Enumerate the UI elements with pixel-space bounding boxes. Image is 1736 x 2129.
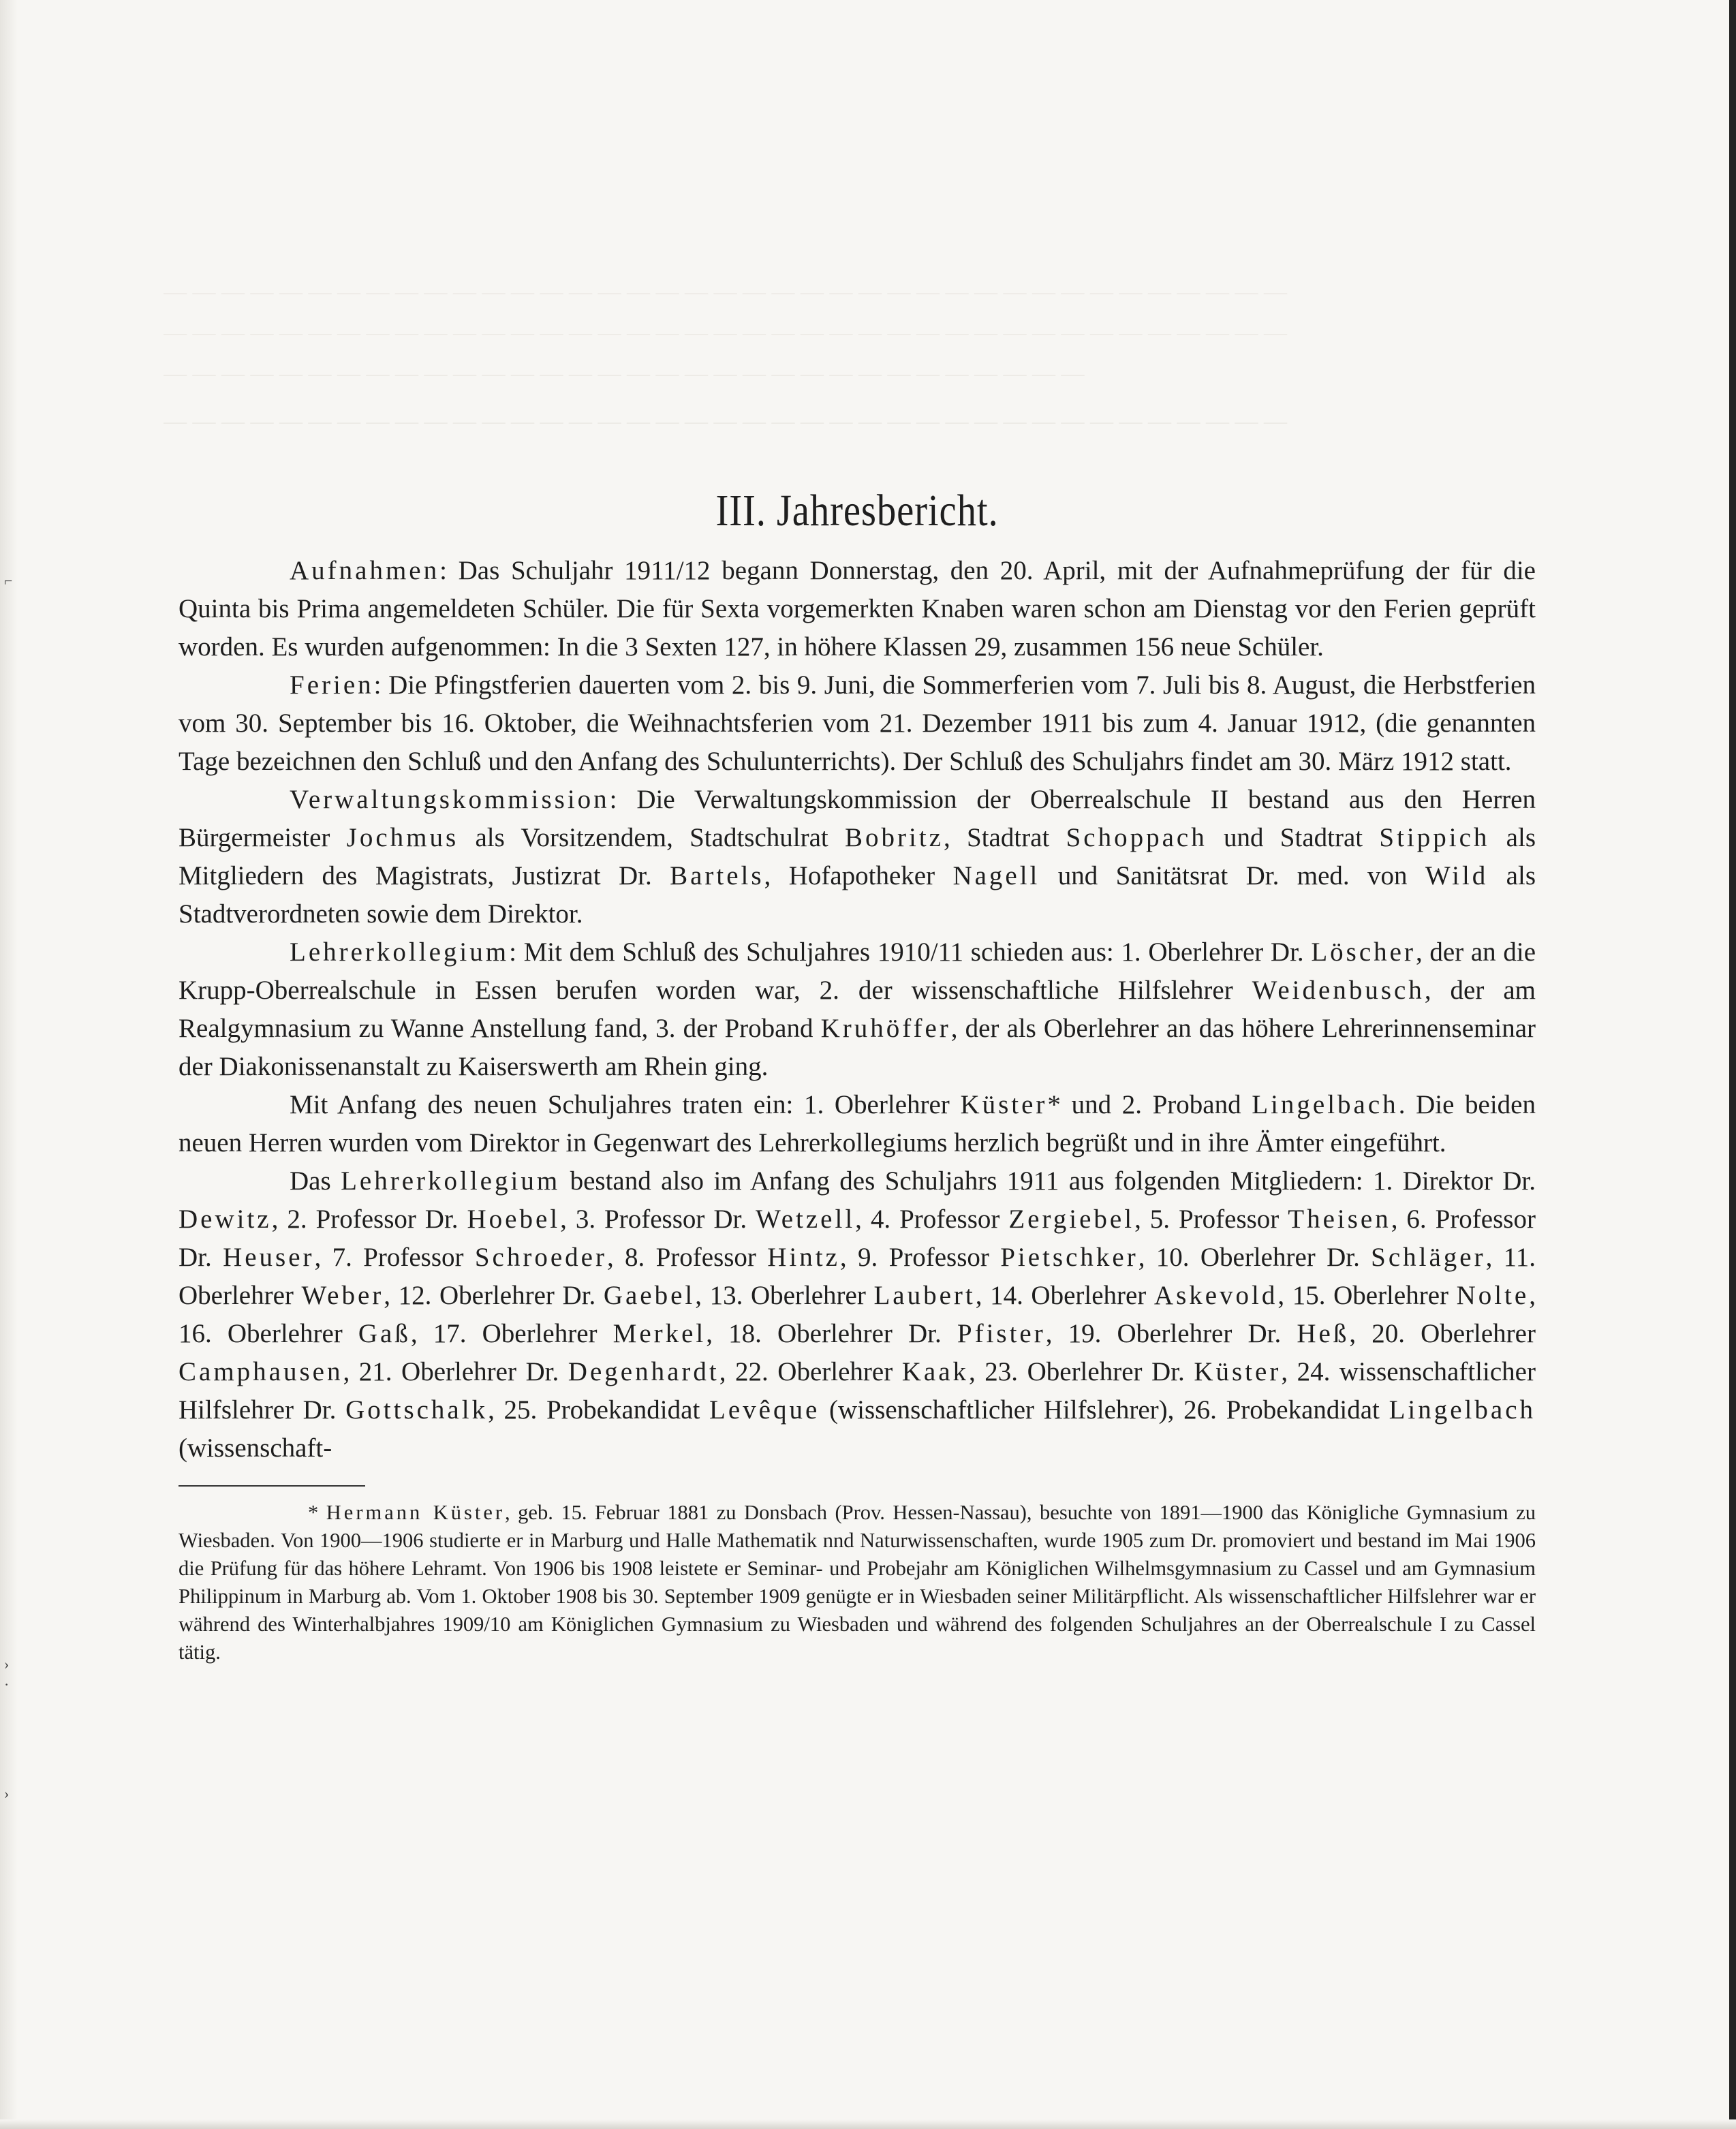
person-name: Pietschker [1000,1243,1138,1272]
person-name: Küster [1194,1357,1282,1386]
paragraph-label: Verwaltungskommission [290,785,610,814]
text-run: , der als Oberlehrer an das höhere Lehrerinnenseminar der Diakonissenanstalt zu Kaiserswerth am Rhein ging. [179,1014,1536,1081]
footnote-text: , geb. 15. Februar 1881 zu Donsbach (Prov. Hessen-Nassau), besuchte von 1891—1900 das Königliche Gymnasium zu Wiesbaden. Von 1900—1906 studierte er in Marburg und Halle Mathematik nnd Naturwissenschaften, wurde 1905 zum Dr. promoviert und bestand im Mai 1906 die Prüfung für das höhere Lehramt. Von 1906 bis 1908 leistete er Seminar- und Probejahr am Königlichen Wilhelmsgymnasium zu Cassel und am Gymnasium Philippinum in Marburg ab. Vom 1. Oktober 1908 bis 30. September 1909 genügte er in Wiesbaden seiner Militärpflicht. Als wissenschaftlicher Hilfslehrer war er während des Winterhalbjahres 1909/10 am Königlichen Gymnasium zu Wiesbaden und während des folgenden Schuljahres an der Oberrealschule I zu Cassel tätig. [179,1501,1536,1664]
text-run: , der am Realgymnasium zu Wanne Anstellung fand, 3. der Proband [179,976,1536,1043]
paragraph-label: Ferien [290,670,374,700]
text-run: , 6. Professor Dr. [179,1205,1536,1272]
text-run: , 23. Oberlehrer Dr. [969,1357,1194,1386]
person-name: Bartels [670,861,764,890]
person-name: Kaak [901,1357,970,1386]
text-run: (wissenschaftlicher Hilfslehrer), 26. Probekandidat [820,1395,1389,1425]
paragraph-text: : Das Schuljahr 1911/12 begann Donnerstag, den 20. April, mit der Aufnahmeprüfung der für die Quinta bis Prima angemeldeten Schüler. Die für Sexta vorgemerkten Knaben waren schon am Dienstag vor den Ferien geprüft worden. Es wurden aufgenommen: In die 3 Sexten 127, in höhere Klassen 29, zusammen 156 neue Schüler. [179,556,1536,662]
text-run: , 20. Oberlehrer [1349,1319,1536,1348]
text-run: Das [290,1166,341,1196]
page-edge-bottom [0,2119,1736,2129]
text-run: , 12. Oberlehrer Dr. [384,1281,604,1310]
person-name: Zergiebel [1008,1205,1135,1234]
margin-mark: · [4,1676,10,1693]
paragraph-aufnahmen [179,552,1536,666]
person-name: Gaß [358,1319,411,1348]
person-name: Heuser [223,1243,315,1272]
person-name: Lingelbach [1389,1395,1536,1425]
text-run: , 17. Oberlehrer [410,1319,613,1348]
paragraph-verwaltungskommission [179,781,1536,933]
person-name: Schläger [1371,1243,1486,1272]
page-edge-right [1729,0,1736,2129]
page-edge-left [0,0,18,2129]
person-name: Nagell [952,861,1040,890]
text-run: , 15. Oberlehrer [1277,1281,1457,1310]
text-run: , 25. Probekandidat [488,1395,709,1425]
paragraph-neue-lehrer [179,1086,1536,1162]
person-name: Löscher [1311,937,1416,967]
text-run: , 7. Professor [314,1243,475,1272]
person-name: Askevold [1153,1281,1278,1310]
person-name: Hoebel [467,1205,561,1234]
text-run: * und 2. Proband [1047,1090,1252,1119]
person-name: Weber [301,1281,384,1310]
text-run: und Stadtrat [1207,823,1380,852]
person-name: Hintz [767,1243,840,1272]
margin-mark: › [4,1785,10,1802]
person-name: Jochmus [346,823,459,852]
footnote-rule [179,1485,365,1487]
text-run: , 13. Oberlehrer [695,1281,874,1310]
paragraph-text: : Die Pfingstferien dauerten vom 2. bis 9. Juni, die Sommerferien vom 7. Juli bis 8. August, die Herbstferien vom 30. September bis 16. Oktober, die Weihnachtsferien vom 21. Dezember 1911 bis zum 4. Januar 1912, (die genannten Tage bezeichnen den Schluß und den Anfang des Schulunterrichts). Der Schluß des Schuljahrs findet am 30. März 1912 statt. [179,670,1536,776]
text-run: , 22. Oberlehrer [719,1357,902,1386]
text-run: , der an die Krupp-Oberrealschule in Essen berufen worden war, 2. der wissenschaftliche Hilfslehrer [179,937,1536,1005]
person-name: Stippich [1379,823,1490,852]
person-name: Küster [960,1090,1048,1119]
person-name: Wetzell [756,1205,856,1234]
text-run: , 3. Professor Dr. [560,1205,756,1234]
person-name: Schroeder [474,1243,607,1272]
text-run: als Mitgliedern des Magistrats, Justizrat Dr. [179,823,1536,890]
text-run: : Die Verwaltungskommission der Oberrealschule II bestand aus den Herren Bürgermeister [179,785,1536,852]
text-run: als Stadtverordneten sowie dem Direktor. [179,861,1536,929]
text-run: . Die beiden neuen Herren wurden vom Direktor in Gegenwart des Lehrerkollegiums herzlich begrüßt und in ihre Ämter eingeführt. [179,1090,1536,1157]
bleed-through-line: — — — — — — — — — — — — — — — — — — — — — — — — — — — — — — — — — — — — — — — [164,279,1287,305]
margin-mark: ⌐ [4,572,13,589]
person-name: Degenhardt [568,1357,719,1386]
text-run: , Stadtrat [944,823,1066,852]
person-name: Hermann Küster [326,1501,506,1524]
person-name: Bobritz [845,823,944,852]
person-name: Camphausen [179,1357,343,1386]
person-name: Levêque [709,1395,820,1425]
paragraph-ferien [179,666,1536,781]
text-run: (wissenschaft- [179,1433,332,1463]
paragraph-label: Lehrerkollegium [341,1166,561,1196]
text-run: , 9. Professor [839,1243,1001,1272]
text-run: , 19. Oberlehrer Dr. [1045,1319,1297,1348]
text-run: , Hofapotheker [764,861,953,890]
text-run: und Sanitätsrat Dr. med. von [1040,861,1425,890]
paragraph-label: Aufnahmen [290,556,440,585]
person-name: Gottschalk [345,1395,489,1425]
text-run: Mit Anfang des neuen Schuljahres traten ein: 1. Oberlehrer [290,1090,961,1119]
section-title: III. Jahresbericht. [715,486,999,535]
text-run: , 21. Oberlehrer Dr. [343,1357,568,1386]
person-name: Laubert [873,1281,976,1310]
bleed-through-line: — — — — — — — — — — — — — — — — — — — — — — — — — — — — — — — — — — — — — — — [164,320,1287,345]
text-run: , 18. Oberlehrer Dr. [706,1319,957,1348]
text-run: , 5. Professor [1134,1205,1288,1234]
text-run: , 8. Professor [606,1243,768,1272]
text-run: , 10. Oberlehrer Dr. [1138,1243,1371,1272]
person-name: Theisen [1288,1205,1391,1234]
text-run: , 24. wissenschaftlicher Hilfslehrer Dr. [179,1357,1536,1425]
person-name: Gaebel [603,1281,696,1310]
footnote-marker: * [308,1501,326,1524]
text-run: , 2. Professor Dr. [271,1205,467,1234]
document-column [179,485,1536,1666]
footnote [179,1499,1536,1666]
bleed-through-line: — — — — — — — — — — — — — — — — — — — — — — — — — — — — — — — — — — — — — — — [164,409,1287,434]
person-name: Schoppach [1066,823,1207,852]
margin-mark: › [4,1656,10,1673]
text-run: , 4. Professor [855,1205,1009,1234]
bleed-through-line: — — — — — — — — — — — — — — — — — — — — — — — — — — — — — — — — [164,361,1085,386]
person-name: Merkel [613,1319,707,1348]
text-run: , 16. Oberlehrer [179,1281,1536,1348]
person-name: Nolte [1456,1281,1530,1310]
paragraph-kollegium-liste [179,1162,1536,1467]
text-run: bestand also im Anfang des Schuljahrs 1911 aus folgenden Mitgliedern: 1. Direktor Dr. [560,1166,1536,1196]
person-name: Dewitz [179,1205,272,1234]
text-run: , 14. Oberlehrer [975,1281,1154,1310]
person-name: Weidenbusch [1252,976,1425,1005]
person-name: Wild [1425,861,1489,890]
text-run: , 11. Oberlehrer [179,1243,1536,1310]
paragraph-label: Lehrerkollegium [290,937,510,967]
person-name: Lingelbach [1252,1090,1399,1119]
text-run: : Mit dem Schluß des Schuljahres 1910/11 schieden aus: 1. Oberlehrer Dr. [509,937,1312,967]
person-name: Kruhöffer [820,1014,951,1043]
person-name: Heß [1297,1319,1350,1348]
text-run: als Vorsitzendem, Stadtschulrat [459,823,846,852]
paragraph-lehrerkollegium [179,933,1536,1086]
person-name: Pfister [957,1319,1046,1348]
